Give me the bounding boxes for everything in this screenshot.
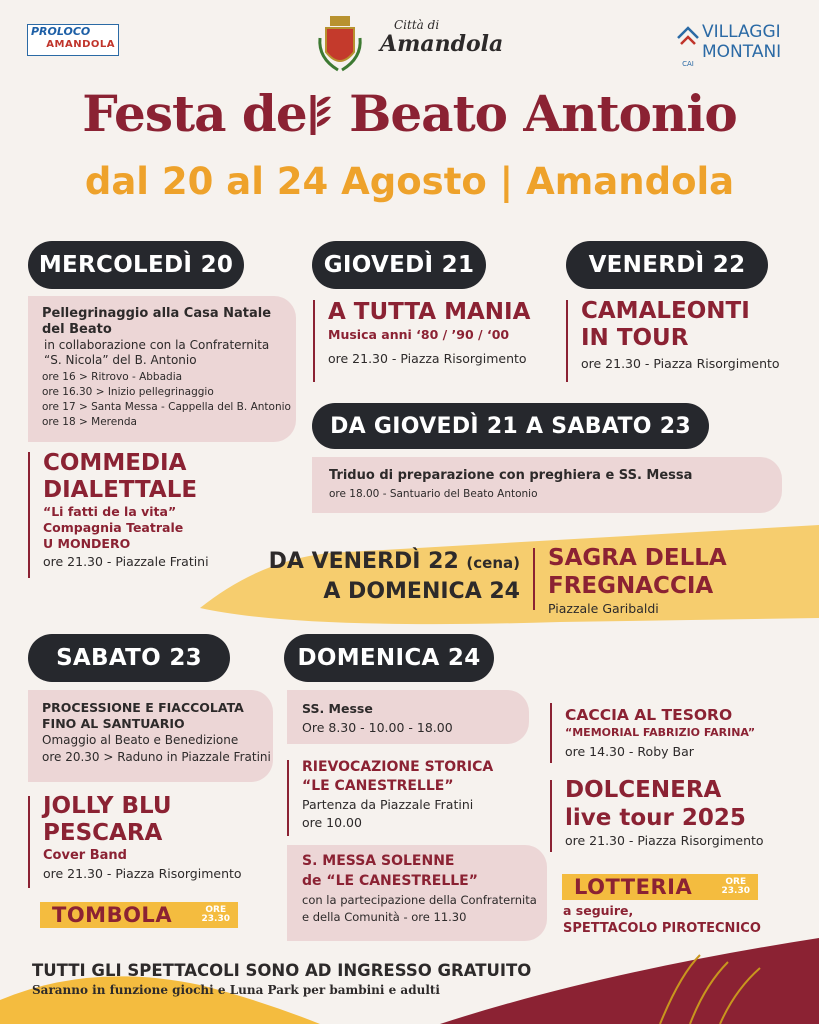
- sagra-title-2: FREGNACCIA: [548, 573, 714, 599]
- schedule-item: ore 16.30 > Inizio pellegrinaggio: [42, 386, 214, 398]
- day-pill-venerdi: VENERDÌ 22: [566, 241, 768, 289]
- divider-bar: [550, 780, 552, 852]
- commedia-title-2: DIALETTALE: [43, 477, 198, 503]
- divider-bar: [533, 548, 535, 610]
- dolcenera-time: ore 21.30 - Piazza Risorgimento: [565, 833, 764, 848]
- lotteria-ore: ORE: [725, 877, 747, 887]
- title-part1: Festa de: [82, 84, 307, 143]
- divider-bar: [287, 760, 289, 836]
- jolly-time: ore 21.30 - Piazza Risorgimento: [43, 866, 242, 881]
- sagra-date-2: A DOMENICA 24: [323, 579, 520, 604]
- pellegrinaggio-title-1: Pellegrinaggio alla Casa Natale: [42, 306, 272, 321]
- footer-line2: Saranno in funzione giochi e Luna Park per bambini e adulti: [32, 983, 440, 997]
- giovedi-title: A TUTTA MANIA: [328, 299, 531, 325]
- footer: [32, 961, 672, 999]
- venerdi-event: [581, 298, 811, 376]
- seguire-label: a seguire,: [563, 903, 634, 918]
- commedia-sub-1: “Li fatti de la vita”: [43, 504, 177, 519]
- triduo-title: Triduo di preparazione con preghiera e SS. Messa: [329, 468, 693, 483]
- divider-bar: [313, 300, 315, 382]
- villaggi-logo: [702, 22, 802, 62]
- schedule-item: ore 17 > Santa Messa - Cappella del B. Antonio: [42, 401, 291, 413]
- messe-content: [302, 700, 522, 738]
- dolcenera-event: [565, 776, 805, 850]
- triduo-time: ore 18.00 - Santuario del Beato Antonio: [329, 488, 538, 500]
- rievocazione-title-1: RIEVOCAZIONE STORICA: [302, 759, 494, 775]
- venerdi-title-2: IN TOUR: [581, 325, 689, 351]
- day-pill-domenica: DOMENICA 24: [284, 634, 494, 682]
- proloco-logo-bottom: AMANDOLA: [46, 39, 115, 50]
- pirotecnico-event: [563, 903, 803, 939]
- commedia-sub-3: U MONDERO: [43, 536, 131, 551]
- pellegrinaggio-sub-2: “S. Nicola” del B. Antonio: [44, 353, 197, 367]
- villaggi-top: VILLAGGI: [702, 22, 781, 42]
- divider-bar: [550, 703, 552, 763]
- city-big: Amandola: [380, 31, 504, 57]
- pirotecnico-label: SPETTACOLO PIROTECNICO: [563, 921, 761, 936]
- dolcenera-title-2: live tour 2025: [565, 805, 746, 831]
- venerdi-time: ore 21.30 - Piazza Risorgimento: [581, 356, 780, 371]
- jolly-event: [43, 793, 283, 883]
- page-title: [0, 84, 819, 143]
- jolly-title-2: PESCARA: [43, 820, 163, 846]
- city-logo-text: [380, 18, 504, 57]
- sagra-date: [224, 548, 520, 607]
- divider-bar: [28, 452, 30, 578]
- jolly-title-1: JOLLY BLU: [43, 793, 172, 819]
- title-part2: Beato Antonio: [332, 84, 737, 143]
- lotteria-time-badge: [722, 878, 750, 896]
- divider-bar: [566, 300, 568, 382]
- page-subtitle: dal 20 al 24 Agosto | Amandola: [84, 160, 735, 203]
- day-pill-sabato: SABATO 23: [28, 634, 230, 682]
- messa-solenne-sub-2: e della Comunità - ore 11.30: [302, 910, 467, 924]
- footer-line1: TUTTI GLI SPETTACOLI SONO AD INGRESSO GRATUITO: [32, 961, 532, 980]
- processione-title-2: FINO AL SANTUARIO: [42, 716, 185, 731]
- processione-content: [42, 700, 274, 766]
- pellegrinaggio-sub-1: in collaborazione con la Confraternita: [44, 338, 270, 352]
- messa-solenne-sub-1: con la partecipazione della Confraternita: [302, 893, 537, 907]
- messa-solenne-content: [302, 852, 542, 926]
- cai-label: CAI: [682, 60, 694, 68]
- day-pill-mercoledi: MERCOLEDÌ 20: [28, 241, 244, 289]
- rievocazione-time: ore 10.00: [302, 815, 362, 830]
- schedule-item: ore 18 > Merenda: [42, 416, 137, 428]
- venerdi-title-1: CAMALEONTI: [581, 298, 750, 324]
- tombola-time: 23.30: [201, 914, 230, 924]
- tombola-ore: ORE: [205, 905, 227, 915]
- processione-title-1: PROCESSIONE E FIACCOLATA: [42, 700, 244, 715]
- commedia-time: ore 21.30 - Piazzale Fratini: [43, 554, 209, 569]
- villaggi-house-icon: [676, 24, 700, 68]
- dolcenera-title-1: DOLCENERA: [565, 777, 722, 803]
- tombola-time-badge: [202, 906, 230, 924]
- messe-time: Ore 8.30 - 10.00 - 18.00: [302, 720, 453, 735]
- tombola-banner: [40, 902, 238, 928]
- commedia-sub-2: Compagnia Teatrale: [43, 520, 184, 535]
- caccia-time: ore 14.30 - Roby Bar: [565, 744, 694, 759]
- giovedi-sub: Musica anni ‘80 / ’90 / ‘00: [328, 327, 510, 342]
- messe-title: SS. Messe: [302, 701, 373, 716]
- sagra-place: Piazzale Garibaldi: [548, 601, 659, 616]
- pellegrinaggio-content: [42, 306, 292, 430]
- triduo-content: [329, 467, 774, 503]
- city-crest-icon: [316, 14, 364, 74]
- jolly-sub: Cover Band: [43, 848, 127, 863]
- wheat-icon: [307, 91, 333, 135]
- day-pill-triduo: DA GIOVEDÌ 21 A SABATO 23: [312, 403, 709, 449]
- rievocazione-title-2: “LE CANESTRELLE”: [302, 778, 454, 794]
- messa-solenne-title-1: S. MESSA SOLENNE: [302, 853, 455, 869]
- giovedi-time: ore 21.30 - Piazza Risorgimento: [328, 351, 527, 366]
- processione-sub: Omaggio al Beato e Benedizione: [42, 733, 239, 747]
- giovedi-event: [328, 298, 558, 374]
- lotteria-label: LOTTERIA: [574, 875, 693, 899]
- day-pill-giovedi: GIOVEDÌ 21: [312, 241, 486, 289]
- sagra-date-note: (cena): [466, 554, 520, 572]
- caccia-event: [565, 705, 805, 763]
- rievocazione-event: [302, 758, 542, 832]
- pellegrinaggio-schedule: [42, 370, 292, 430]
- tombola-label: TOMBOLA: [52, 903, 173, 927]
- caccia-title-2: “MEMORIAL FABRIZIO FARINA”: [565, 726, 756, 739]
- schedule-item: ore 16 > Ritrovo - Abbadia: [42, 371, 183, 383]
- rievocazione-sub: Partenza da Piazzale Fratini: [302, 797, 474, 812]
- city-small: Città di: [394, 18, 440, 32]
- messa-solenne-title-2: de “LE CANESTRELLE”: [302, 873, 478, 889]
- processione-time: ore 20.30 > Raduno in Piazzale Fratini: [42, 750, 271, 764]
- commedia-title-1: COMMEDIA: [43, 450, 187, 476]
- divider-bar: [28, 796, 30, 888]
- lotteria-time: 23.30: [721, 886, 750, 896]
- sagra-title-1: SAGRA DELLA: [548, 545, 727, 571]
- lotteria-banner: [562, 874, 758, 900]
- caccia-title-1: CACCIA AL TESORO: [565, 706, 733, 724]
- pellegrinaggio-title-2: del Beato: [42, 322, 112, 337]
- sagra-event: [548, 544, 808, 618]
- proloco-logo-top: PROLOCO: [31, 25, 91, 38]
- sagra-date-1: DA VENERDÌ 22: [268, 549, 459, 574]
- villaggi-bottom: MONTANI: [702, 42, 782, 62]
- proloco-logo: [27, 24, 119, 56]
